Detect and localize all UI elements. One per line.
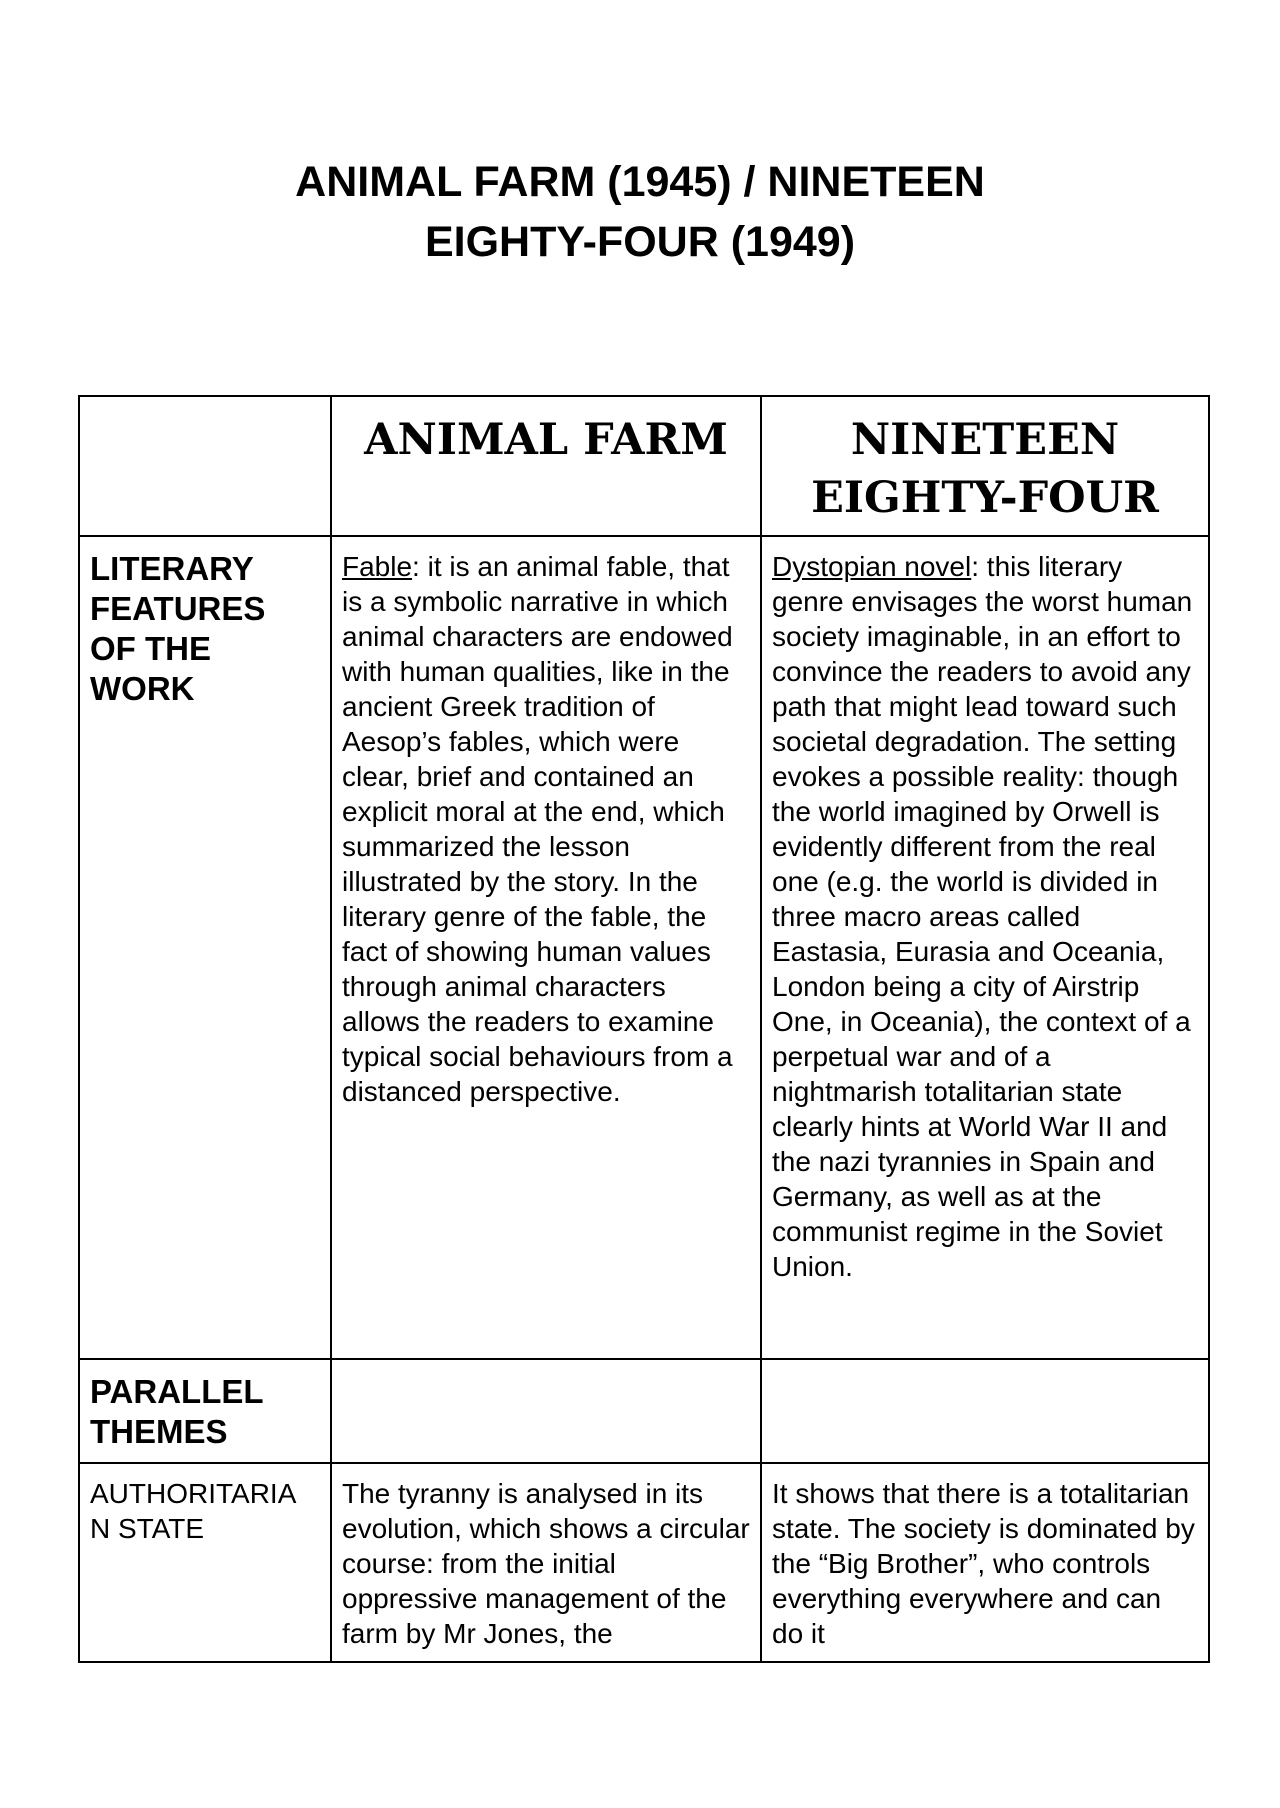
page-title — [0, 152, 1280, 272]
row-label-literary-features: LITERARY FEATURES OF THE WORK — [79, 536, 331, 1359]
title-line-1: ANIMAL FARM (1945) / NINETEEN — [295, 158, 985, 206]
text-fable: : it is an animal fable, that is a symbolic narrative in which animal characters are endowed with human qualities, like in the ancient Greek tradition of Aesop’s fables, which were clear, brief and contained an explicit moral at the end, which summarized the lesson illustrated by the story. In the literary genre of the fable, the fact of showing human values through animal characters allows the readers to examine typical social behaviours from a distanced perspective. — [342, 551, 733, 1107]
table-row — [79, 536, 1209, 1359]
table-row — [79, 1359, 1209, 1463]
comparison-table — [78, 395, 1210, 1663]
header-animal-farm: ANIMAL FARM — [331, 396, 761, 536]
term-fable: Fable — [342, 551, 413, 582]
cell-animal-farm-authoritarian: The tyranny is analysed in its evolution, which shows a circular course: from the initial oppressive management of the farm by Mr Jones, the — [331, 1463, 761, 1662]
cell-nineteen-eighty-four-literary — [761, 536, 1209, 1359]
header-nineteen-eighty-four: NINETEEN EIGHTY-FOUR — [761, 396, 1209, 536]
cell-animal-farm-parallel — [331, 1359, 761, 1463]
table-row — [79, 1463, 1209, 1662]
table-header-row — [79, 396, 1209, 536]
title-line-2: EIGHTY-FOUR (1949) — [424, 218, 856, 266]
cell-animal-farm-literary — [331, 536, 761, 1359]
row-label-authoritarian-state: AUTHORITARIA N STATE — [79, 1463, 331, 1662]
row-label-parallel-themes: PARALLEL THEMES — [79, 1359, 331, 1463]
header-empty-cell — [79, 396, 331, 536]
cell-nineteen-eighty-four-parallel — [761, 1359, 1209, 1463]
text-dystopian-novel: : this literary genre envisages the worst human society imaginable, in an effort to convince the readers to avoid any path that might lead toward such societal degradation. The setting evokes a possible reality: though the world imagined by Orwell is evidently different from the real one (e.g. the world is divided in three macro areas called Eastasia, Eurasia and Oceania, London being a city of Airstrip One, in Oceania), the context of a perpetual war and of a nightmarish totalitarian state clearly hints at World War II and the nazi tyrannies in Spain and Germany, as well as at the communist regime in the Soviet Union. — [772, 551, 1193, 1282]
cell-nineteen-eighty-four-authoritarian: It shows that there is a totalitarian state. The society is dominated by the “Big Brother”, who controls everything everywhere and can do it — [761, 1463, 1209, 1662]
term-dystopian-novel: Dystopian novel — [772, 551, 972, 582]
